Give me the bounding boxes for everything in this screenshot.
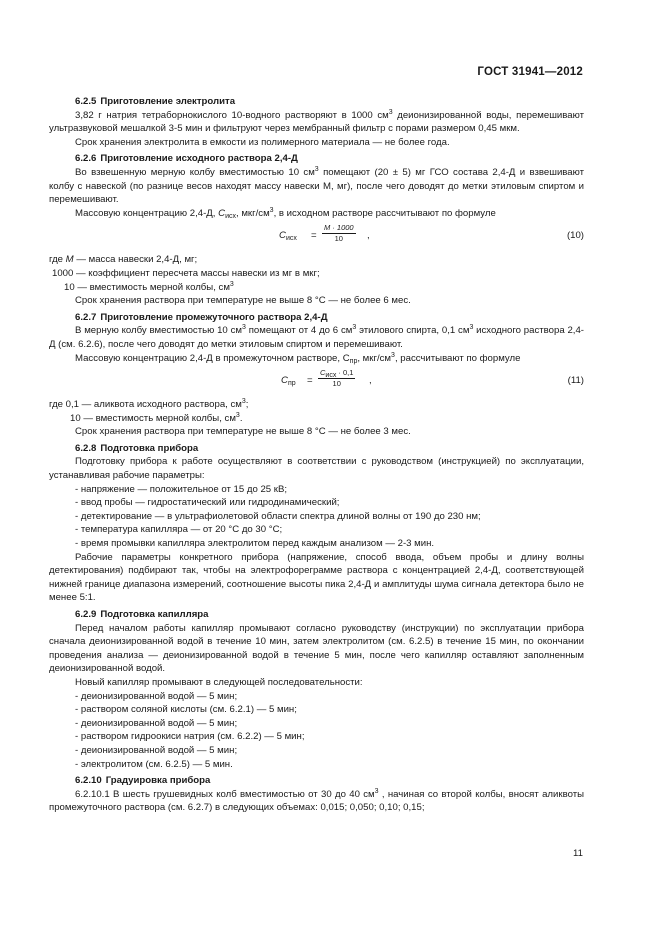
paragraph: Массовую концентрацию 2,4-Д, $С_{исх}$, мкг/$см^3$, в исходном растворе рассчитывают по формуле [75,206,496,220]
section-heading-6-2-7 [75,311,584,325]
fraction-denominator: 10 [334,234,343,244]
formula-fraction [318,368,355,389]
paragraph: Рабочие параметры конкретного прибора (напряжение, способ ввода, объем пробы и длину волны детектирования) подбирают так, чтобы на электрофореграмме раствора с концентрацией 2,4-Д, соответствующей нижней границе диапазона измерений, соотношение высоты пика 2,4-Д и амплитуды шума сигнала детектора было не менее 5:1. [49,551,584,604]
document-code: ГОСТ 31941—2012 [477,66,583,78]
formula-number: (10) [566,230,584,242]
section-title: Приготовление исходного раствора 2,4-Д [100,153,298,165]
list-item: - напряжение — положительное от 15 до 25 кВ; [75,483,288,495]
section-title: Градуировка прибора [105,775,211,787]
section-heading-6-2-5 [75,95,584,109]
list-item: - ввод пробы — гидростатический или гидродинамический; [75,497,340,509]
paragraph: Новый капилляр промывают в следующей последовательности: [75,676,363,688]
list-item: - детектирование — в ультрафиолетовой области спектра длиной волны от 190 до 230 нм; [75,510,481,522]
fraction-numerator: $С_{исх} \cdot 0,1$ [320,368,354,380]
section-title: Приготовление электролита [100,96,236,107]
where-clause: 10 — вместимость мерной колбы, $см^3$ [64,280,234,293]
list-item: - деионизированной водой — 5 мин; [75,690,238,702]
formula-lhs: $С_{исх}$ [279,230,297,243]
paragraph: В мерную колбу вместимостью 10 $см^3$ помещают от 4 до 6 $см^3$ этилового спирта, 0,1 $см^3$ исходного раствора 2,4-Д (см. 6.2.6), после чего доводят до метки этиловым спиртом и перемешивают. [49,324,584,350]
section-heading-6-2-10 [75,774,584,788]
formula-equals: = [307,375,313,387]
list-item: - раствором соляной кислоты (см. 6.2.1) — 5 мин; [75,704,297,716]
paragraph: Срок хранения электролита в емкости из полимерного материала — не более года. [75,136,450,148]
section-title: Приготовление промежуточного раствора 2,4-Д [100,311,328,323]
section-number: 6.2.9 [75,609,97,620]
paragraph: Подготовку прибора к работе осуществляют в соответствии с руководством (инструкцией) по эксплуатации, устанавливая рабочие параметры: [49,456,584,482]
paragraph: 3,82 г натрия тетраборнокислого 10-водного растворяют в 1000 $см^3$ деионизированной воды, перемешивают ультразвуковой мешалкой 3-5 мин и фильтруют через мембранный фильтр с порами размером 0,45 мкм. [49,108,584,135]
formula-equals: = [311,230,317,242]
document-body [49,92,584,815]
fraction-denominator: 10 [332,379,341,389]
paragraph: Массовую концентрацию 2,4-Д в промежуточном растворе, $С_{пр}$, мкг/$см^3$, рассчитывают по формуле [75,351,521,365]
section-heading-6-2-8 [75,442,584,456]
section-number: 6.2.8 [75,442,97,454]
formula-fraction [322,223,356,244]
paragraph: Во взвешенную мерную колбу вместимостью 10 $см^3$ помещают (20 ± 5) мг ГСО состава 2,4-Д и взвешивают колбу с навеской (по разнице весов находят массу навески М, мг), после чего доводят до метки этиловым спиртом и перемешивают. [49,165,584,206]
formula-comma: , [369,375,372,387]
fraction-numerator: М · 1000 [324,223,354,233]
where-clause: где 0,1 — аликвота исходного раствора, $см^3$; [49,398,249,411]
formula-comma: , [367,230,370,242]
list-item: - раствором гидроокиси натрия (см. 6.2.2) — 5 мин; [75,731,305,743]
list-item: - деионизированной водой — 5 мин; [75,717,238,729]
section-heading-6-2-9 [75,608,584,622]
section-number: 6.2.6 [75,153,97,165]
section-number: 6.2.10 [75,775,102,787]
where-clause: 1000 — коэффициент пересчета массы навески из мг в мкг; [52,267,320,279]
paragraph: Срок хранения раствора при температуре не выше 8 °С — не более 3 мес. [75,426,411,438]
paragraph: Срок хранения раствора при температуре не выше 8 °С — не более 6 мес. [75,295,411,307]
section-heading-6-2-6 [75,152,584,166]
formula-lhs: $С_{пр}$ [281,375,296,388]
section-number: 6.2.5 [75,96,97,107]
list-item: - время промывки капилляра электролитом перед каждым анализом — 2-3 мин. [75,538,435,550]
paragraph: Перед началом работы капилляр промывают согласно руководству (инструкции) по эксплуатации прибора сначала деионизированной водой в течение 10 мин, затем электролитом (см. 6.2.5) в течение 15 мин, по окончании проведения анализа — деионизированной водой в течение 5 мин, после чего капилляр оставляют заполненным деионизированной водой. [49,622,584,675]
list-item: - электролитом (см. 6.2.5) — 5 мин. [75,758,233,770]
formula-number: (11) [567,375,584,387]
formula-11 [49,368,584,396]
paragraph: 6.2.10.1 В шесть грушевидных колб вместимостью от 30 до 40 $см^3$ , начиная со второй колбы, вносят аликвоты промежуточного раствора (см. 6.2.7) в следующих объемах: 0,015; 0,050; 0,10; 0,15; [49,787,584,814]
list-item: - деионизированной водой — 5 мин; [75,744,238,756]
formula-10 [49,223,584,251]
list-item: - температура капилляра — от 20 °С до 30 °С; [75,524,283,536]
where-clause: где М — масса навески 2,4-Д, мг; [49,254,198,266]
page-number: 11 [573,848,583,859]
where-clause: 10 — вместимость мерной колбы, $см^3$. [70,411,243,424]
section-title: Подготовка прибора [100,442,199,454]
section-title: Подготовка капилляра [100,609,209,620]
section-number: 6.2.7 [75,311,97,323]
